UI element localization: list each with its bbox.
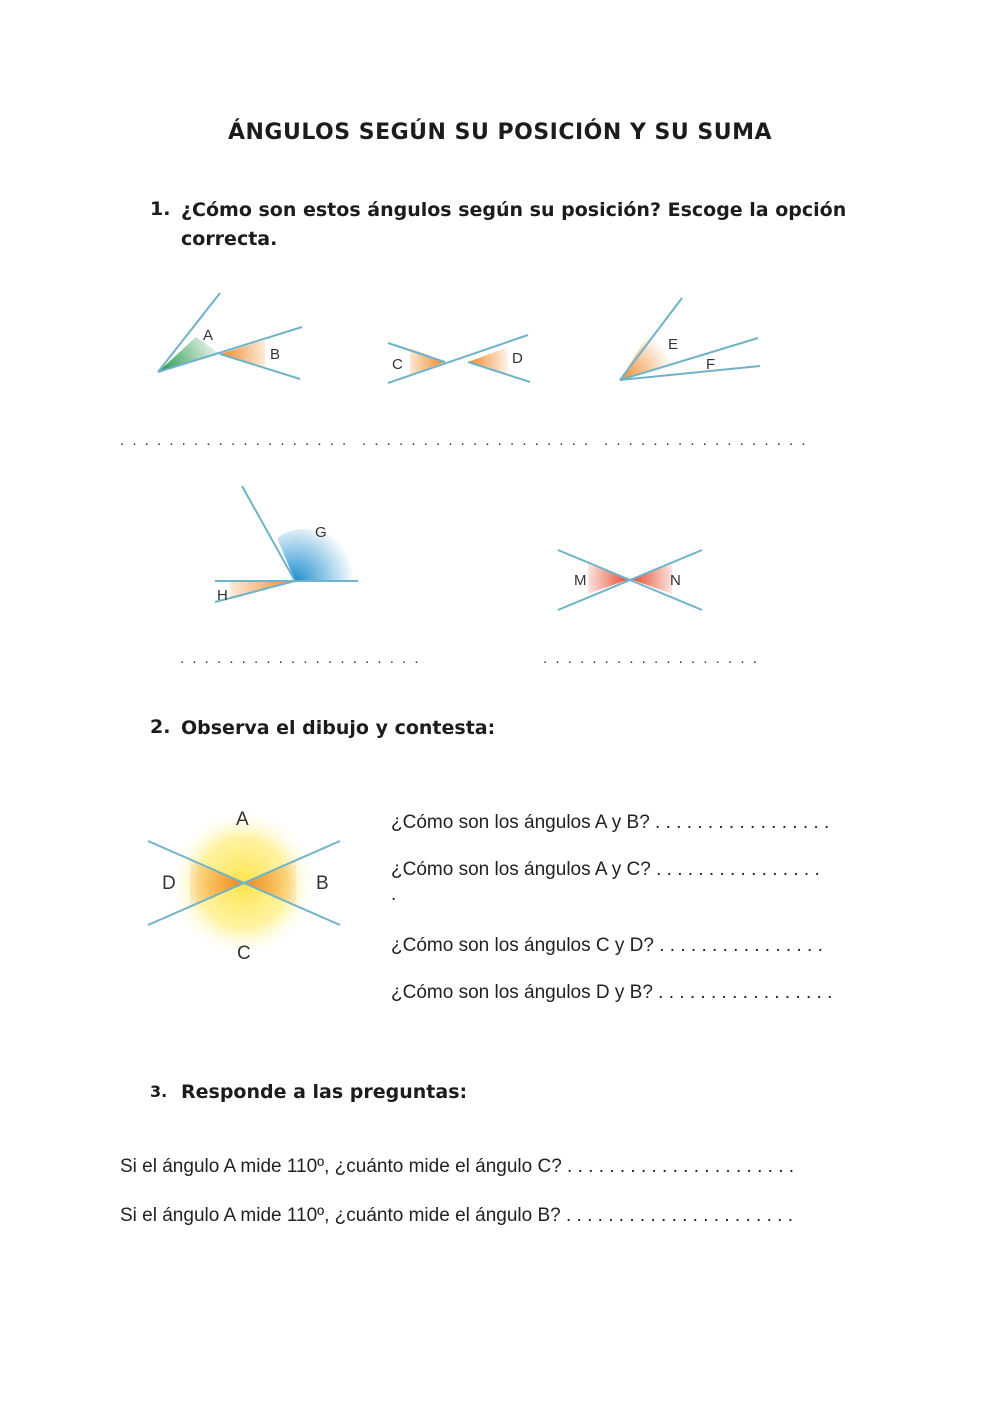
- q3-question-c[interactable]: Si el ángulo A mide 110º, ¿cuánto mide el ángulo C? . . . . . . . . . . . . . . . . . . . . . .: [120, 1156, 795, 1177]
- q1-number: 1.: [150, 198, 171, 220]
- q3-text: Responde a las preguntas:: [181, 1081, 468, 1103]
- q2-question-c-d[interactable]: ¿Cómo son los ángulos C y D? . . . . . . . . . . . . . . . .: [391, 935, 823, 956]
- figure-angles-m-n: [550, 540, 710, 620]
- q2-question-d-b[interactable]: ¿Cómo son los ángulos D y B? . . . . . . . . . . . . . . . . .: [391, 982, 833, 1003]
- figure-angles-e-f: [610, 292, 770, 392]
- answer-blank-1[interactable]: . . . . . . . . . . . . . . . . . . .: [120, 432, 349, 449]
- answer-blank-5[interactable]: . . . . . . . . . . . . . . . . . .: [543, 650, 759, 667]
- q2-number: 2.: [150, 716, 171, 738]
- label-f: F: [706, 356, 716, 373]
- label-big-a: A: [236, 809, 249, 830]
- q2-text: Observa el dibujo y contesta:: [181, 717, 496, 739]
- label-d: D: [512, 350, 523, 367]
- label-big-d: D: [162, 873, 176, 894]
- answer-blank-3[interactable]: . . . . . . . . . . . . . . . . .: [604, 432, 808, 449]
- figure-angles-abcd: [140, 795, 350, 970]
- q2-question-a-c[interactable]: ¿Cómo son los ángulos A y C? . . . . . . . . . . . . . . . .: [391, 859, 820, 880]
- q3-question-b[interactable]: Si el ángulo A mide 110º, ¿cuánto mide el ángulo B? . . . . . . . . . . . . . . . . . . . . . .: [120, 1205, 793, 1226]
- label-m: M: [574, 572, 587, 589]
- label-e: E: [668, 336, 679, 353]
- q2-question-a-b[interactable]: ¿Cómo son los ángulos A y B? . . . . . . . . . . . . . . . . .: [391, 812, 830, 833]
- q3-number: 3.: [150, 1082, 168, 1101]
- figure-angles-g-h: [205, 480, 365, 615]
- label-g: G: [315, 524, 327, 541]
- page-title: ÁNGULOS SEGÚN SU POSICIÓN Y SU SUMA: [227, 120, 773, 145]
- answer-blank-2[interactable]: . . . . . . . . . . . . . . . . . . .: [362, 432, 591, 449]
- q2-question-a-c-overflow: .: [391, 884, 397, 905]
- label-c: C: [392, 356, 403, 373]
- label-a: A: [203, 327, 214, 344]
- label-b: B: [270, 346, 281, 363]
- q1-text: ¿Cómo son estos ángulos según su posición? Escoge la opción correcta.: [181, 199, 847, 250]
- label-h: H: [217, 587, 228, 604]
- label-big-c: C: [237, 943, 251, 964]
- figure-angles-c-d: [380, 325, 540, 390]
- label-big-b: B: [316, 873, 329, 894]
- figure-angles-a-b: [140, 285, 320, 390]
- answer-blank-4[interactable]: . . . . . . . . . . . . . . . . . . . .: [180, 650, 421, 667]
- label-n: N: [670, 572, 681, 589]
